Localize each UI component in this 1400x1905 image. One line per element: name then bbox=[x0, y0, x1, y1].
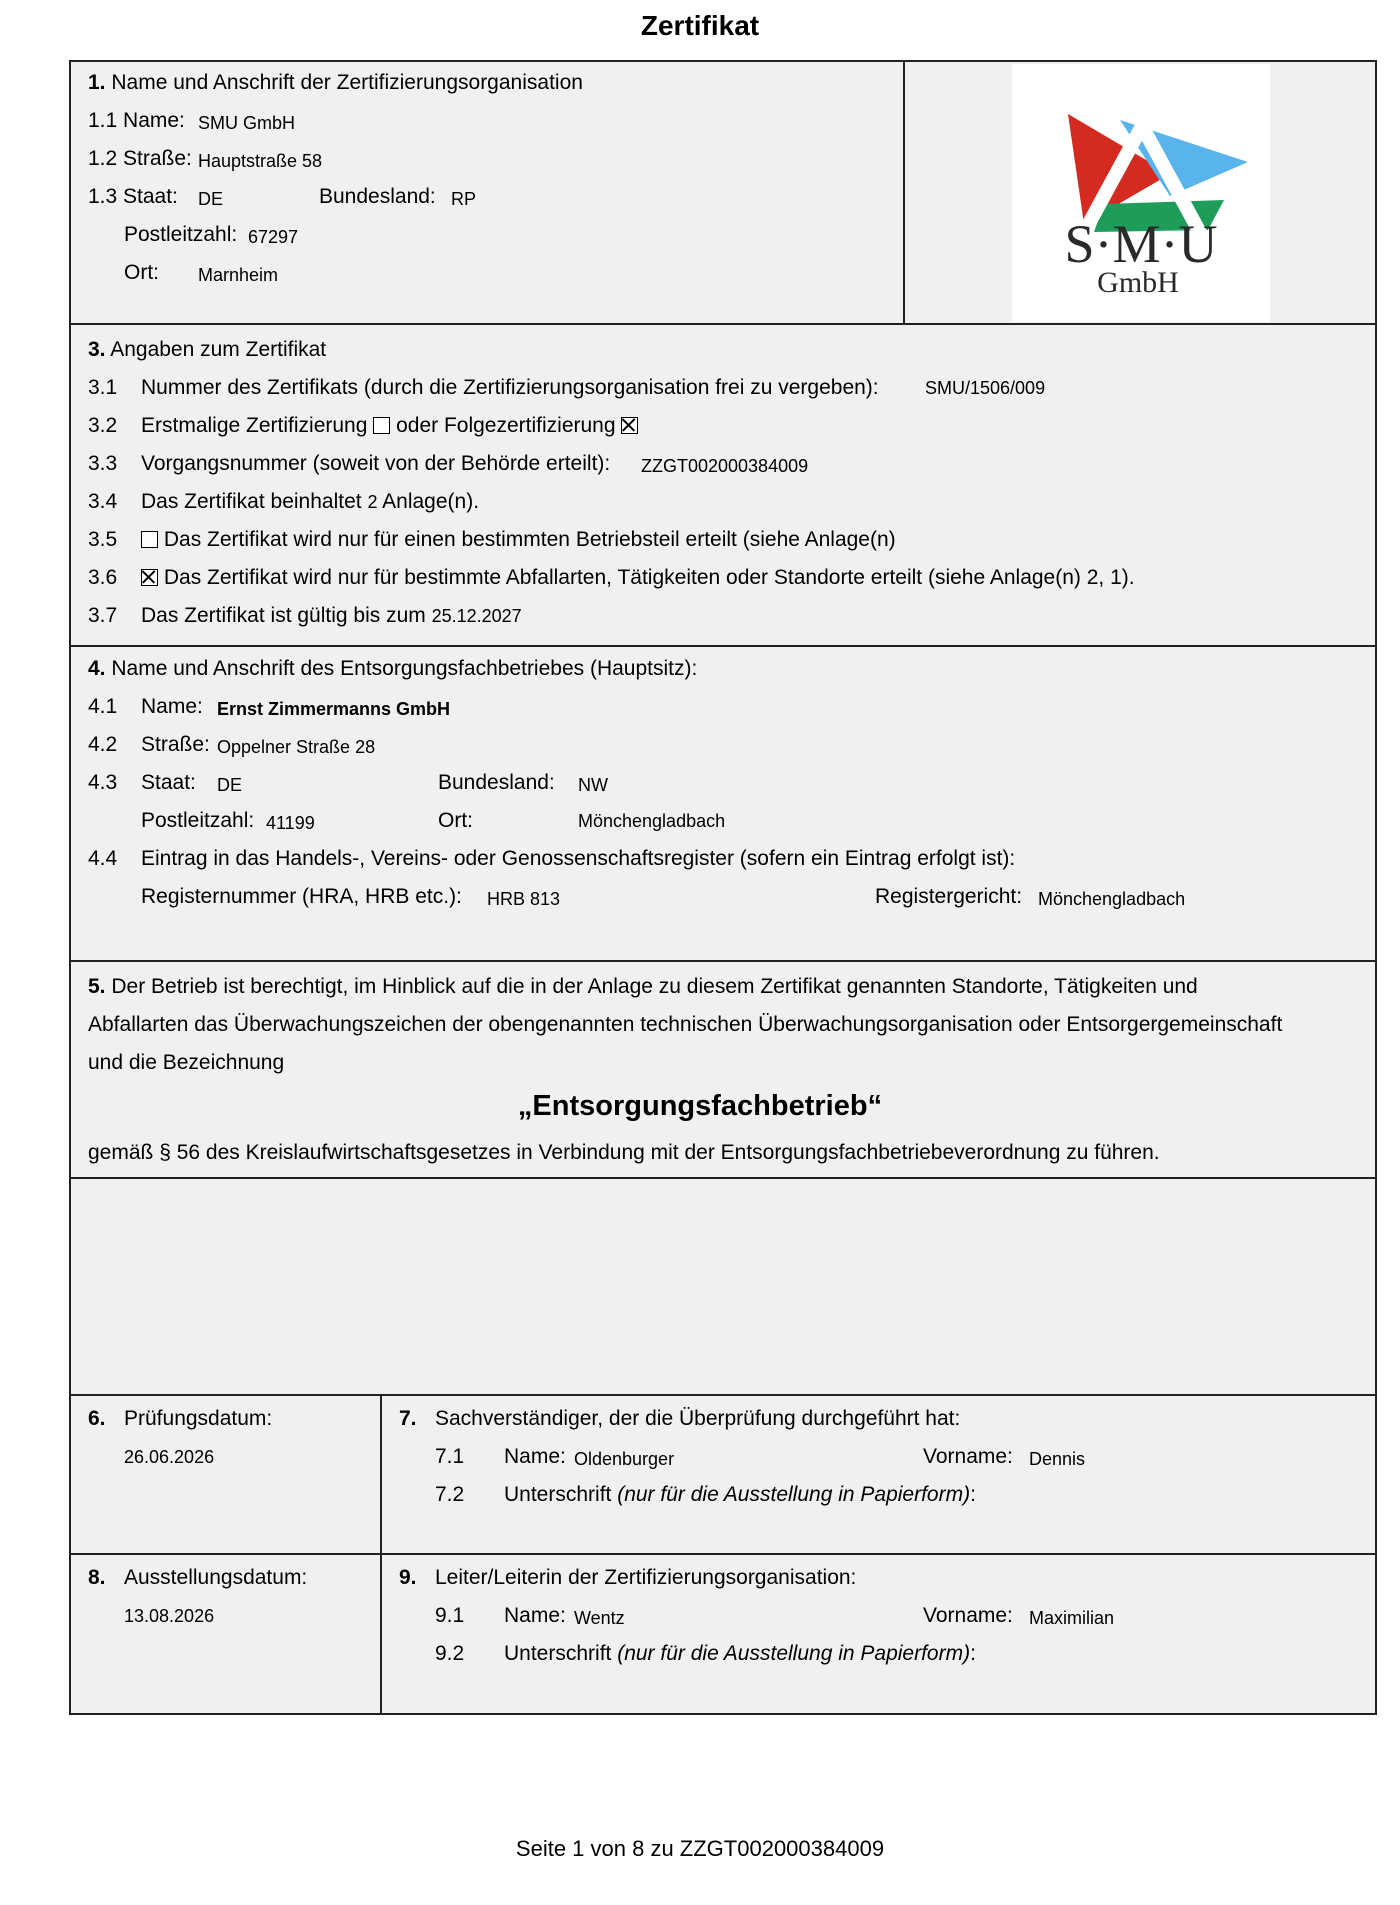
register-court-label: Registergericht: bbox=[875, 885, 1023, 908]
first-certification-checkbox[interactable] bbox=[373, 417, 390, 434]
cert-row-3-3-num: 3.3 bbox=[88, 452, 118, 475]
head-firstname-label: Vorname: bbox=[923, 1604, 1013, 1627]
cert-row-3-4-num: 3.4 bbox=[88, 490, 118, 513]
inspection-date-num: 6. bbox=[88, 1407, 106, 1430]
expert-num: 7. bbox=[399, 1407, 417, 1430]
page-footer: Seite 1 von 8 zu ZZGT002000384009 bbox=[515, 1836, 885, 1861]
head-label: Leiter/Leiterin der Zertifizierungsorganisation: bbox=[435, 1566, 857, 1589]
company-city-value: Mönchengladbach bbox=[578, 811, 726, 831]
authorization-line-4: gemäß § 56 des Kreislaufwirtschaftsgesetzes in Verbindung mit der Entsorgungsfachbetriebeverordnung zu führen. bbox=[88, 1141, 1160, 1164]
company-state-label: Staat: bbox=[141, 771, 196, 794]
section-inspection-divider bbox=[380, 1394, 382, 1555]
cert-row-3-1-num: 3.1 bbox=[88, 376, 118, 399]
authorization-line-3: und die Bezeichnung bbox=[88, 1051, 285, 1074]
cert-type-row: Erstmalige Zertifizierung oder Folgezertifizierung bbox=[141, 413, 638, 439]
head-row-9-2-num: 9.2 bbox=[435, 1642, 465, 1665]
section-issuance-divider bbox=[380, 1553, 382, 1715]
head-signature-label: Unterschrift (nur für die Ausstellung in Papierform): bbox=[504, 1642, 976, 1665]
expert-row-7-2-num: 7.2 bbox=[435, 1483, 465, 1506]
section-company bbox=[69, 645, 1377, 962]
business-part-row: Das Zertifikat wird nur für einen bestimmten Betriebsteil erteilt (siehe Anlage(n) bbox=[141, 527, 896, 553]
logo-text: S·M·U bbox=[1064, 214, 1218, 274]
company-name-value: Ernst Zimmermanns GmbH bbox=[217, 699, 451, 719]
head-firstname-value: Maximilian bbox=[1029, 1608, 1115, 1628]
issue-date-label: Ausstellungsdatum: bbox=[124, 1566, 308, 1589]
company-heading: 4. Name und Anschrift des Entsorgungsfachbetriebes (Hauptsitz): bbox=[88, 657, 698, 680]
issuer-city-label: Ort: bbox=[124, 261, 159, 284]
register-number-value: HRB 813 bbox=[487, 889, 561, 909]
head-num: 9. bbox=[399, 1566, 417, 1589]
head-name-value: Wentz bbox=[574, 1608, 625, 1628]
cert-number-value: SMU/1506/009 bbox=[925, 378, 1046, 398]
process-number-label: Vorgangsnummer (soweit von der Behörde erteilt): bbox=[141, 452, 611, 475]
attachments-count: 2 bbox=[367, 492, 378, 512]
waste-types-row: Das Zertifikat wird nur für bestimmte Abfallarten, Tätigkeiten oder Standorte erteilt (siehe Anlage(n) 2, 1). bbox=[141, 565, 1135, 591]
issuer-city-value: Marnheim bbox=[198, 265, 279, 285]
issuer-postcode-label: Postleitzahl: bbox=[124, 223, 238, 246]
expert-firstname-label: Vorname: bbox=[923, 1445, 1013, 1468]
issuer-state-value: DE bbox=[198, 189, 224, 209]
issuer-street-value: Hauptstraße 58 bbox=[198, 151, 323, 171]
head-row-9-1-num: 9.1 bbox=[435, 1604, 465, 1627]
cert-row-3-2-num: 3.2 bbox=[88, 414, 118, 437]
company-postcode-label: Postleitzahl: bbox=[141, 809, 255, 832]
register-court-value: Mönchengladbach bbox=[1038, 889, 1186, 909]
company-row-4-3-num: 4.3 bbox=[88, 771, 118, 794]
company-city-label: Ort: bbox=[438, 809, 473, 832]
expert-name-label: Name: bbox=[504, 1445, 566, 1468]
section-issuer-divider bbox=[903, 60, 905, 325]
authorization-line-2: Abfallarten das Überwachungszeichen der obengenannten technischen Überwachungsorganisation oder Entsorgergemeinschaft bbox=[88, 1013, 1283, 1036]
cert-row-3-7-num: 3.7 bbox=[88, 604, 118, 627]
cert-row-3-6-num: 3.6 bbox=[88, 566, 118, 589]
designation-title: „Entsorgungsfachbetrieb“ bbox=[517, 1090, 883, 1122]
company-row-4-2-num: 4.2 bbox=[88, 733, 118, 756]
section-certificate-details bbox=[69, 323, 1377, 647]
issue-date-value: 13.08.2026 bbox=[124, 1606, 215, 1626]
validity-date: 25.12.2027 bbox=[431, 606, 522, 626]
cert-row-3-5-num: 3.5 bbox=[88, 528, 118, 551]
issuer-postcode-value: 67297 bbox=[248, 227, 299, 247]
process-number-value: ZZGT002000384009 bbox=[641, 456, 809, 476]
expert-signature-label: Unterschrift (nur für die Ausstellung in Papierform): bbox=[504, 1483, 976, 1506]
issuer-state-label: 1.3 Staat: bbox=[88, 185, 178, 208]
cert-heading: 3. Angaben zum Zertifikat bbox=[88, 338, 327, 361]
expert-firstname-value: Dennis bbox=[1029, 1449, 1086, 1469]
register-entry-label: Eintrag in das Handels-, Vereins- oder Genossenschaftsregister (sofern ein Eintrag erfolgt ist): bbox=[141, 847, 1016, 870]
issue-date-num: 8. bbox=[88, 1566, 106, 1589]
company-row-4-1-num: 4.1 bbox=[88, 695, 118, 718]
expert-label: Sachverständiger, der die Überprüfung durchgeführt hat: bbox=[435, 1407, 961, 1430]
issuer-name-value: SMU GmbH bbox=[198, 113, 296, 133]
head-name-label: Name: bbox=[504, 1604, 566, 1627]
authorization-line-1: 5. Der Betrieb ist berechtigt, im Hinblick auf die in der Anlage zu diesem Zertifikat genannten Standorte, Tätigkeiten und bbox=[88, 975, 1198, 998]
company-name-label: Name: bbox=[141, 695, 203, 718]
issuer-heading: 1. Name und Anschrift der Zertifizierungsorganisation bbox=[88, 71, 583, 94]
company-postcode-value: 41199 bbox=[266, 813, 315, 833]
follow-up-certification-checkbox[interactable] bbox=[621, 417, 638, 434]
company-street-label: Straße: bbox=[141, 733, 210, 756]
attachments-row: Das Zertifikat beinhaltet 2 Anlage(n). bbox=[141, 490, 480, 513]
issuer-bundesland-label: Bundesland: bbox=[319, 185, 436, 208]
document-title: Zertifikat bbox=[640, 10, 760, 41]
inspection-date-label: Prüfungsdatum: bbox=[124, 1407, 273, 1430]
smu-logo bbox=[1012, 64, 1270, 322]
waste-types-checkbox[interactable] bbox=[141, 569, 158, 586]
empty-area bbox=[69, 1177, 1377, 1396]
smu-logo-graphic bbox=[1012, 64, 1270, 322]
issuer-bundesland-value: RP bbox=[451, 189, 477, 209]
register-number-label: Registernummer (HRA, HRB etc.): bbox=[141, 885, 462, 908]
business-part-checkbox[interactable] bbox=[141, 531, 158, 548]
company-state-value: DE bbox=[217, 775, 243, 795]
issuer-name-label: 1.1 Name: bbox=[88, 109, 185, 132]
logo-subtext: GmbH bbox=[1097, 266, 1179, 299]
expert-row-7-1-num: 7.1 bbox=[435, 1445, 465, 1468]
cert-number-label: Nummer des Zertifikats (durch die Zertifizierungsorganisation frei zu vergeben): bbox=[141, 376, 879, 399]
validity-row: Das Zertifikat ist gültig bis zum 25.12.2027 bbox=[141, 604, 522, 627]
company-street-value: Oppelner Straße 28 bbox=[217, 737, 376, 757]
company-row-4-4-num: 4.4 bbox=[88, 847, 118, 870]
company-bundesland-value: NW bbox=[578, 775, 608, 795]
inspection-date-value: 26.06.2026 bbox=[124, 1447, 215, 1467]
expert-name-value: Oldenburger bbox=[574, 1449, 675, 1469]
company-bundesland-label: Bundesland: bbox=[438, 771, 555, 794]
issuer-street-label: 1.2 Straße: bbox=[88, 147, 192, 170]
